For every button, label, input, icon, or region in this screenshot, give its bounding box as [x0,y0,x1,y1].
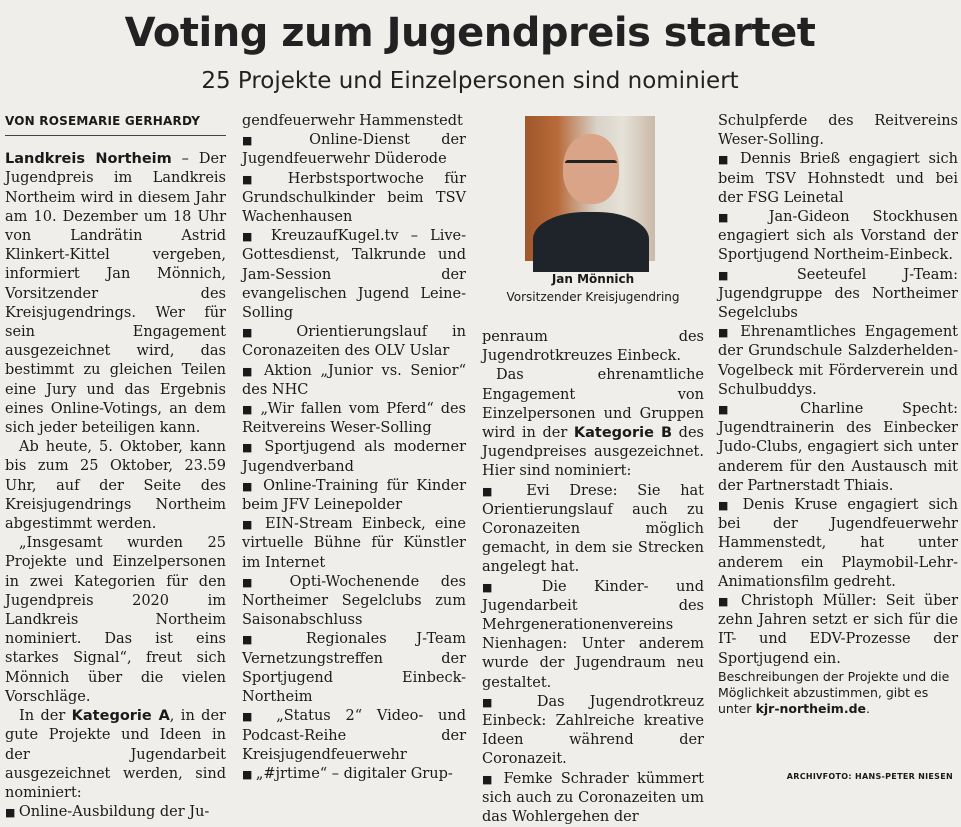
byline: VON ROSEMARIE GERHARDY [5,112,226,136]
category-b-label: Kategorie B [573,425,673,442]
column-1 [5,112,227,821]
column-2 [242,112,466,788]
list-item: ■ Sportjugend als moderner Jugendverband [242,438,466,476]
quote-paragraph: „Insgesamt wurden 25 Projekte und Einzelpersonen in zwei Kategorien für den Jugendpreis 2020 im Landkreis Northeim nominiert. Das ist eins starkes Signal“, freut sich Mönnich über die vielen Vorschläge. [5,535,226,705]
list-item: ■ Denis Kruse engagiert sich bei der Jugendfeuerwehr Hammenstedt, hat unter anderem ein Playmobil-Lehr-Animationsfilm gedreht. [718,496,958,592]
list-item-continuation: gendfeuerwehr Hammenstedt [242,113,463,129]
list-item: ■ Charline Specht: Jugendtrainerin des Einbecker Judo-Clubs, engagiert sich unter anderem für den Austausch mit der Partnerstadt Thiais. [718,400,958,496]
list-item: ■ Online-Dienst der Jugendfeuerwehr Düderode [242,131,466,169]
list-item: ■ Seeteufel J-Team: Jugendgruppe des Northeimer Segelclubs [718,266,958,324]
list-item: ■ Christoph Müller: Seit über zehn Jahren setzt er sich für die IT- und EDV-Prozesse der Sportjugend ein. [718,592,958,669]
list-item-continuation: penraum des Jugendrotkreuzes Einbeck. [482,329,704,365]
list-item: ■ Jan-Gideon Stockhusen engagiert sich als Vorstand der Sportjugend Northeim-Einbeck. [718,208,958,266]
column-4 [718,112,958,788]
list-item: ■ „Status 2“ Video- und Podcast-Reihe der Kreisjugendfeuerwehr [242,707,466,765]
portrait-shirt [533,212,649,272]
dateline: Landkreis Northeim [5,151,172,168]
list-item: ■ Herbstsportwoche für Grundschulkinder beim TSV Wachenhausen [242,170,466,228]
footnote: Beschreibungen der Projekte und die Möglichkeit abzustimmen, gibt es unter kjr-northeim.de. [718,668,950,716]
list-item: ■ KreuzaufKugel.tv – Live-Gottesdienst, Talkrunde und Jam-Session der evangelischen Jugend Leine-Solling [242,227,466,323]
list-item: ■ Femke Schrader kümmert sich auch zu Coronazeiten um das Wohlergehen der [482,770,704,827]
list-item: ■ Orientierungslauf in Coronazeiten des OLV Uslar [242,323,466,361]
column-3 [482,328,704,827]
list-item: ■ Evi Drese: Sie hat Orientierungslauf auch zu Coronazeiten möglich gemacht, in dem sie Strecken angelegt hat. [482,482,704,578]
paragraph: Das ehrenamtliche Engagement von Einzelpersonen und Gruppen wird in der Kategorie B des Jugendpreises ausgezeichnet. Hier sind nominiert: [482,367,704,480]
category-a-label: Kategorie A [71,708,170,725]
paragraph: In der Kategorie A, in der gute Projekte und Ideen in der Jugendarbeit ausgezeichnet werden, sind nominiert: [5,708,226,801]
list-item: ■ „Wir fallen vom Pferd“ des Reitvereins Weser-Solling [242,400,466,438]
list-item: ■ Die Kinder- und Jugendarbeit des Mehrgenerationenvereins Nienhagen: Unter anderem wurde der Jugendraum neu gestaltet. [482,578,704,693]
portrait-glasses [565,160,617,175]
list-item: ■ EIN-Stream Einbeck, eine virtuelle Bühne für Künstler im Internet [242,515,466,573]
list-item: ■ Das Jugendrotkreuz Einbeck: Zahlreiche kreative Ideen während der Coronazeit. [482,693,704,770]
portrait-photo [525,116,655,261]
list-item: ■ Ehrenamtliches Engagement der Grundschule Salzderhelden-Vogelbeck mit Förderverein und Schulbuddys. [718,323,958,400]
list-item: ■ Online-Ausbildung der Ju- [5,803,226,822]
photo-credit: ARCHIVFOTO: HANS-PETER NIESEN [786,772,953,781]
list-item: ■ „#jrtime“ – digitaler Grup- [242,765,466,784]
caption-name: Jan Mönnich [551,272,635,286]
list-item: ■ Regionales J-Team Vernetzungstreffen der Sportjugend Einbeck-Northeim [242,630,466,707]
list-item: ■ Opti-Wochenende des Northeimer Segelclubs zum Saisonabschluss [242,573,466,631]
caption-role: Vorsitzender Kreisjugendring [506,290,680,304]
paragraph: Ab heute, 5. Oktober, kann bis zum 25 Oktober, 23.59 Uhr, auf der Seite des Kreisjugendrings Northeim abgestimmt werden. [5,439,226,533]
list-item-continuation: Schulpferde des Reitvereins Weser-Solling. [718,113,958,149]
website-link[interactable]: kjr-northeim.de [755,700,866,716]
subheadline: 25 Projekte und Einzelpersonen sind nominiert [201,68,739,94]
photo-caption [482,270,704,306]
list-item: ■ Aktion „Junior vs. Senior“ des NHC [242,362,466,400]
headline: Voting zum Jugendpreis startet [124,10,816,56]
list-item: ■ Online-Training für Kinder beim JFV Leinepolder [242,477,466,515]
lead-paragraph: Landkreis Northeim – Der Jugendpreis im Landkreis Northeim wird in diesem Jahr am 10. Dezember um 18 Uhr von Landrätin Astrid Klinkert-Kittel vergeben, informiert Jan Mönnich, Vorsitzender des Kreisjugendrings. Wer für sein Engagement ausgezeichnet wird, das bestimmt zu gleichen Teilen eine Jury und das Ergebnis eines Online-Votings, an dem sich jeder beteiligen kann. [5,151,227,437]
list-item: ■ Dennis Brieß engagiert sich beim TSV Hohnstedt und bei der FSG Leinetal [718,150,958,208]
